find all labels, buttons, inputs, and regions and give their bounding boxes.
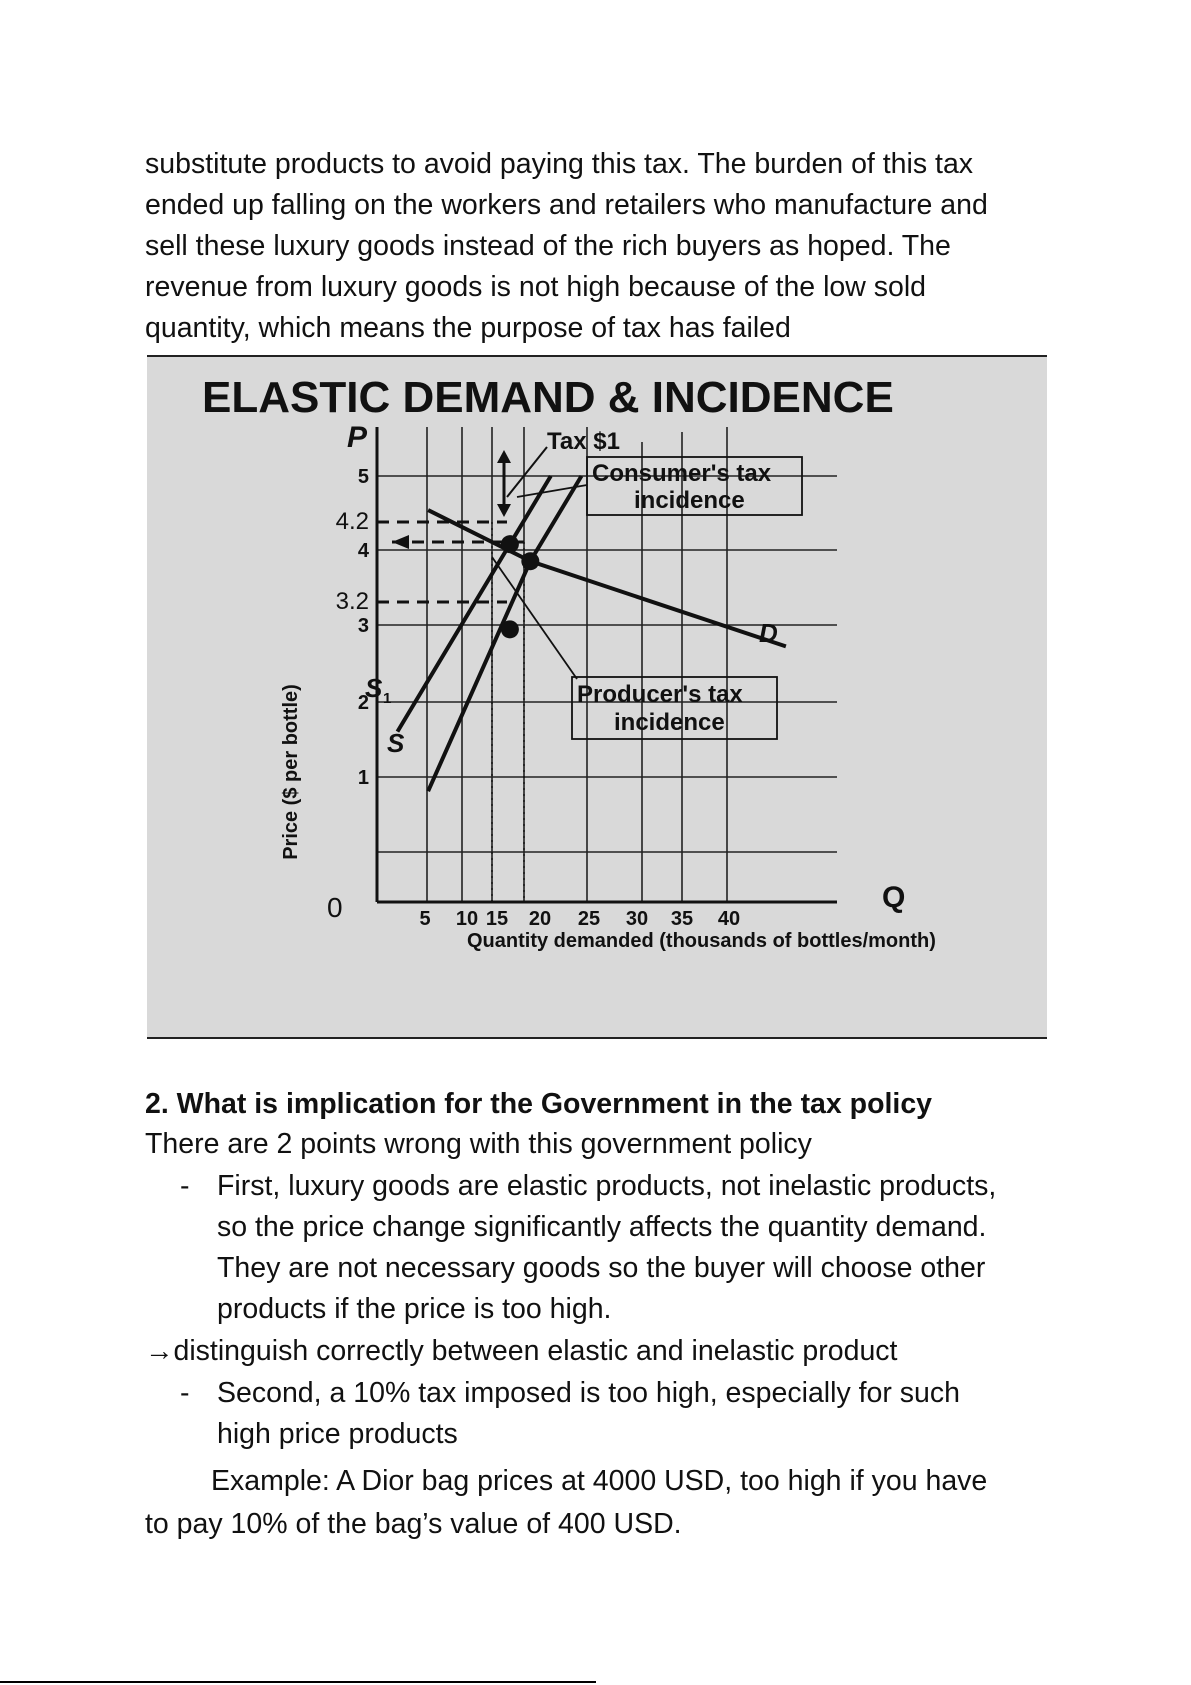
x-tick-label: 10 xyxy=(455,908,479,930)
equilibrium-point xyxy=(501,620,519,638)
intro-line: sell these luxury goods instead of the rich buyers as hoped. The xyxy=(145,230,951,262)
bullet-dash: - xyxy=(180,1170,190,1202)
y-tick-label: 3 xyxy=(357,615,369,637)
bullet-text xyxy=(217,1373,1062,1455)
figure-svg xyxy=(147,357,1047,1037)
question-heading: 2. What is implication for the Government in the tax policy xyxy=(145,1088,933,1120)
incidence-figure xyxy=(147,355,1047,1039)
intro-line: quantity, which means the purpose of tax has failed xyxy=(145,312,791,344)
y-tick-label: 3.2 xyxy=(335,588,369,615)
equilibrium-point xyxy=(501,535,519,553)
q-axis-letter: Q xyxy=(882,881,906,914)
y-tick-label: 4.2 xyxy=(335,508,369,535)
x-tick-label: 15 xyxy=(485,908,509,930)
example-line: Example: A Dior bag prices at 4000 USD, too high if you have xyxy=(211,1465,988,1497)
producer-box-line1: Producer's tax xyxy=(577,681,743,708)
tax-arrow-down-head xyxy=(497,504,511,517)
x-axis-title: Quantity demanded (thousands of bottles/month) xyxy=(467,930,936,952)
x-tick-label: 25 xyxy=(577,908,601,930)
demand-label: D xyxy=(759,618,778,648)
y-tick-label: 2 xyxy=(357,692,369,714)
bullet-text xyxy=(217,1166,1062,1330)
intro-line: substitute products to avoid paying this tax. The burden of this tax xyxy=(145,148,974,180)
intro-line: revenue from luxury goods is not high because of the low sold xyxy=(145,271,927,303)
consumer-pointer xyxy=(517,485,587,497)
x-tick-label: 20 xyxy=(528,908,552,930)
intro-line: ended up falling on the workers and retailers who manufacture and xyxy=(145,189,988,221)
supply1-subscript: 1 xyxy=(383,690,392,707)
consumer-box-line1: Consumer's tax xyxy=(592,460,772,487)
x-tick-label: 5 xyxy=(419,908,431,930)
curve-s1 xyxy=(397,476,550,732)
example-paragraph xyxy=(145,1460,1065,1546)
arrow-head-left xyxy=(392,535,409,549)
tax-label: Tax $1 xyxy=(547,428,620,455)
consumer-box-line2: incidence xyxy=(634,487,745,514)
bullet-line: First, luxury goods are elastic products, not inelastic products, xyxy=(217,1170,997,1202)
price-guides xyxy=(377,522,532,602)
x-tick-label: 40 xyxy=(717,908,741,930)
x-tick-labels xyxy=(419,908,740,930)
arrow-line: →distinguish correctly between elastic and inelastic product xyxy=(145,1335,898,1367)
footer-rule xyxy=(0,1681,596,1683)
bullet-line: products if the price is too high. xyxy=(217,1293,612,1325)
bullet-line: high price products xyxy=(217,1418,458,1450)
bullet-line: They are not necessary goods so the buyer will choose other xyxy=(217,1252,986,1284)
supply-label: S xyxy=(387,728,405,758)
bullet-line: so the price change significantly affects the quantity demand. xyxy=(217,1211,987,1243)
equilibrium-point xyxy=(521,552,539,570)
example-line: to pay 10% of the bag’s value of 400 USD. xyxy=(145,1508,682,1540)
bullet-line: Second, a 10% tax imposed is too high, especially for such xyxy=(217,1377,961,1409)
grid xyxy=(377,427,837,902)
producer-box-line2: incidence xyxy=(614,709,725,736)
supply1-label: S xyxy=(365,673,383,703)
tax-arrow-up-head xyxy=(497,450,511,463)
origin-label: 0 xyxy=(327,892,343,923)
intro-paragraph xyxy=(145,144,1065,349)
question-lead: There are 2 points wrong with this government policy xyxy=(145,1128,812,1160)
y-tick-label: 1 xyxy=(357,767,369,789)
x-tick-label: 35 xyxy=(670,908,694,930)
y-axis-title: Price ($ per bottle) xyxy=(280,684,302,860)
y-tick-label: 4 xyxy=(357,540,369,562)
x-tick-label: 30 xyxy=(625,908,649,930)
y-tick-label: 5 xyxy=(357,466,369,488)
figure-title: ELASTIC DEMAND & INCIDENCE xyxy=(202,373,894,422)
curve-d xyxy=(428,510,786,646)
y-tick-labels xyxy=(336,466,370,789)
bullet-dash: - xyxy=(180,1377,190,1409)
p-axis-letter: P xyxy=(347,421,368,454)
